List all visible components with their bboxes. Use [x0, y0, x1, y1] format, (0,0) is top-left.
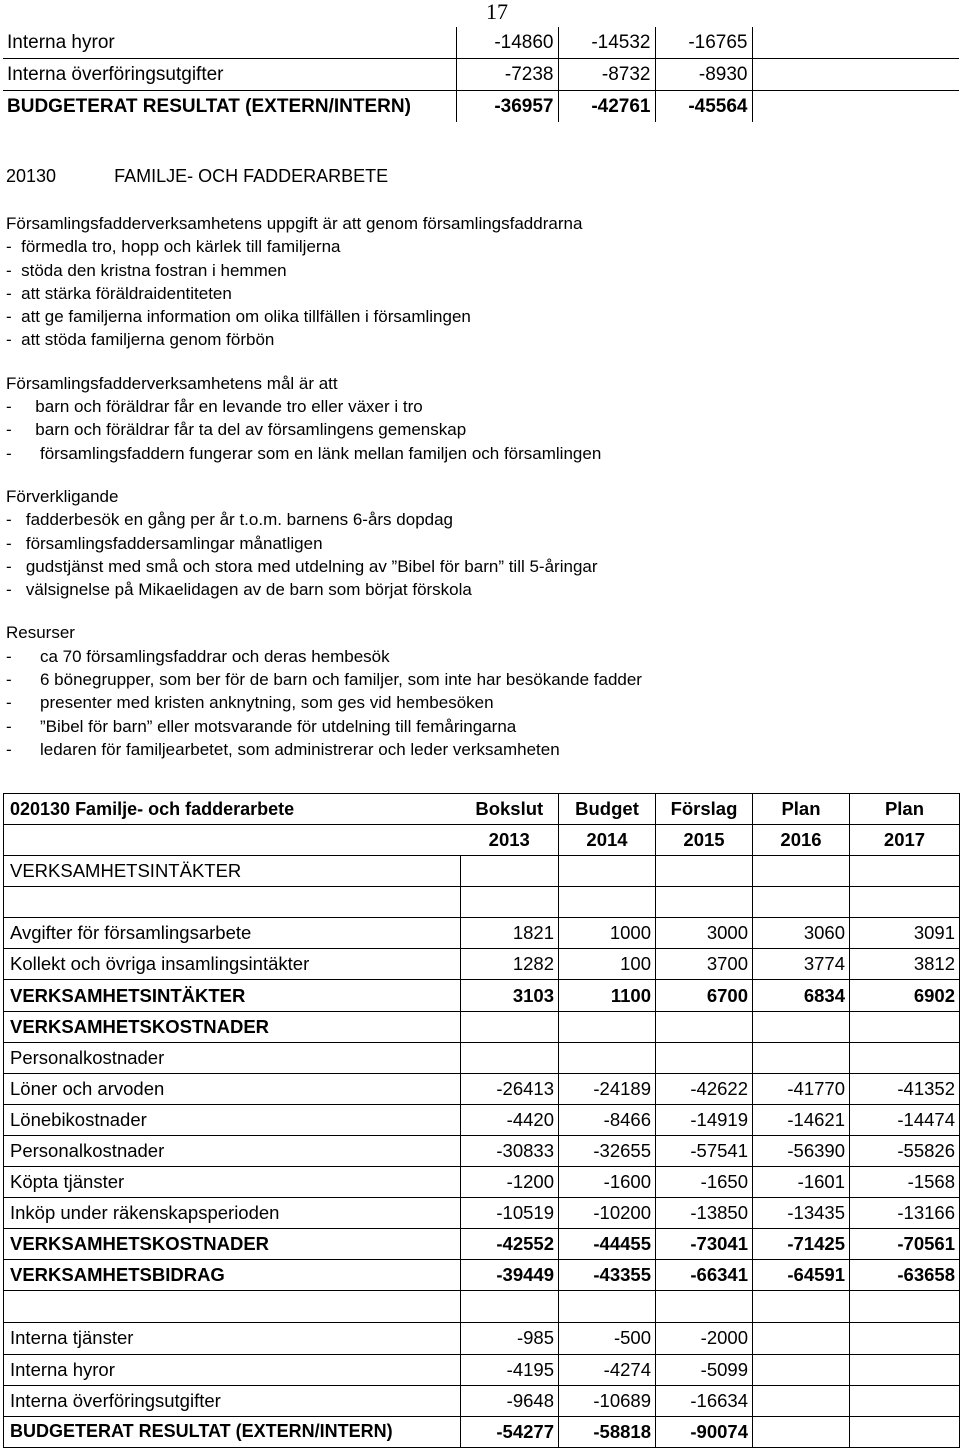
row-label: VERKSAMHETSINTÄKTER	[4, 980, 461, 1011]
cell-value: 3812	[850, 949, 960, 980]
goal-intro: Församlingsfadderverksamhetens mål är att	[6, 373, 338, 393]
empty-cell	[752, 91, 959, 123]
cell-value: -90074	[656, 1416, 753, 1447]
row-label: Löner och arvoden	[4, 1073, 461, 1104]
column-header: Förslag	[656, 794, 753, 825]
cell-value: -1601	[753, 1167, 850, 1198]
cell-value: -10689	[559, 1385, 656, 1416]
cell-value: -30833	[461, 1135, 559, 1166]
section-code: 20130	[6, 166, 57, 186]
cell-value: -13166	[850, 1198, 960, 1229]
list-item: - barn och föräldrar får ta del av församlingens gemenskap	[6, 420, 467, 440]
cell-value: -10519	[461, 1198, 559, 1229]
cell-value: -4274	[559, 1354, 656, 1385]
list-item: - stöda den kristna fostran i hemmen	[6, 260, 287, 280]
table-row	[4, 1385, 960, 1416]
cell-value: -58818	[559, 1416, 656, 1447]
cell-value: -4195	[461, 1354, 559, 1385]
cell-value: -9648	[461, 1385, 559, 1416]
cell-value: -36957	[456, 91, 558, 123]
list-item: - fadderbesök en gång per år t.o.m. barnens 6-års dopdag	[6, 510, 454, 530]
cell-value: -42622	[656, 1073, 753, 1104]
row-label: Interna hyror	[3, 27, 456, 59]
table-row	[4, 887, 960, 918]
row-label: BUDGETERAT RESULTAT (EXTERN/INTERN)	[4, 1416, 461, 1447]
cell-value: 1100	[559, 980, 656, 1011]
task-intro: Församlingsfadderverksamhetens uppgift är att genom församlingsfaddrarna	[6, 214, 583, 233]
cell-value: 3091	[850, 918, 960, 949]
list-item: - församlingsfaddersamlingar månatligen	[6, 533, 323, 553]
table-row	[4, 1167, 960, 1198]
cell-value: -26413	[461, 1073, 559, 1104]
column-header: Budget	[559, 794, 656, 825]
column-header: Plan	[753, 794, 850, 825]
row-label: VERKSAMHETSBIDRAG	[4, 1260, 461, 1291]
cell-value: -43355	[559, 1260, 656, 1291]
table-year-row	[4, 825, 960, 856]
list-item: - 6 bönegrupper, som ber för de barn och familjer, som inte har besökande fadder	[6, 670, 642, 690]
cell-value: 1821	[461, 918, 559, 949]
cell-value: -42552	[461, 1229, 559, 1260]
cell-value: -8930	[655, 59, 752, 91]
row-label: Lönebikostnader	[4, 1104, 461, 1135]
table-row	[4, 1291, 960, 1323]
cell-value: -73041	[656, 1229, 753, 1260]
cell-value: 6902	[850, 980, 960, 1011]
row-label: VERKSAMHETSKOSTNADER	[4, 1011, 461, 1042]
list-item: - att stöda familjerna genom förbön	[6, 330, 275, 350]
cell-value: -1650	[656, 1167, 753, 1198]
column-year: 2016	[753, 825, 850, 856]
table-row	[3, 91, 959, 123]
column-year: 2014	[559, 825, 656, 856]
cell-value: -10200	[559, 1198, 656, 1229]
cell-value: 6700	[656, 980, 753, 1011]
table-row	[4, 1323, 960, 1354]
cell-value: -14532	[558, 27, 655, 59]
table-row	[4, 1042, 960, 1073]
section-title: FAMILJE- OCH FADDERARBETE	[114, 166, 389, 186]
cell-value: -985	[461, 1323, 559, 1354]
cell-value: -42761	[558, 91, 655, 123]
cell-value: -16765	[655, 27, 752, 59]
row-label: Interna tjänster	[4, 1323, 461, 1354]
cell-value: 6834	[753, 980, 850, 1011]
list-item: - presenter med kristen anknytning, som ges vid hembesöken	[6, 693, 494, 713]
table-row	[4, 1073, 960, 1104]
table-row	[4, 1104, 960, 1135]
cell-value: -16634	[656, 1385, 753, 1416]
table-header-row	[4, 794, 960, 825]
cell-value: -2000	[656, 1323, 753, 1354]
table-row	[3, 59, 959, 91]
cell-value: -66341	[656, 1260, 753, 1291]
section-heading	[6, 166, 388, 187]
row-label: Avgifter för församlingsarbete	[4, 918, 461, 949]
cell-value: -500	[559, 1323, 656, 1354]
list-item: - att ge familjerna information om olika tillfällen i församlingen	[6, 307, 471, 327]
table-row	[4, 980, 960, 1011]
cell-value: -8732	[558, 59, 655, 91]
row-label: Köpta tjänster	[4, 1167, 461, 1198]
cell-value: -4420	[461, 1104, 559, 1135]
cell-value: -14474	[850, 1104, 960, 1135]
cell-value: -41770	[753, 1073, 850, 1104]
list-item: - förmedla tro, hopp och kärlek till familjerna	[6, 237, 341, 257]
cell-value: -1600	[559, 1167, 656, 1198]
table-row	[4, 1354, 960, 1385]
column-year: 2017	[850, 825, 960, 856]
table-row	[4, 1260, 960, 1291]
cell-value: -55826	[850, 1135, 960, 1166]
empty-cell	[752, 27, 959, 59]
row-label: Personalkostnader	[4, 1135, 461, 1166]
cell-value: -14621	[753, 1104, 850, 1135]
cell-value: -32655	[559, 1135, 656, 1166]
row-label: Interna överföringsutgifter	[4, 1385, 461, 1416]
table-row	[4, 1011, 960, 1042]
cell-value: -45564	[655, 91, 752, 123]
column-year: 2013	[461, 825, 559, 856]
empty-cell	[752, 59, 959, 91]
cell-value: -54277	[461, 1416, 559, 1447]
section-body	[6, 212, 642, 761]
cell-value: 3774	[753, 949, 850, 980]
res-heading: Resurser	[6, 623, 75, 643]
cell-value: -13435	[753, 1198, 850, 1229]
list-item: - att stärka föräldraidentiteten	[6, 283, 232, 303]
cell-value: 100	[559, 949, 656, 980]
list-item: - barn och föräldrar får en levande tro eller växer i tro	[6, 397, 423, 417]
cell-value: 3103	[461, 980, 559, 1011]
cell-value: -5099	[656, 1354, 753, 1385]
table-row	[4, 1198, 960, 1229]
table-row	[4, 949, 960, 980]
top-summary-table	[3, 27, 959, 122]
cell-value: -57541	[656, 1135, 753, 1166]
cell-value: -39449	[461, 1260, 559, 1291]
budget-table	[3, 793, 960, 1448]
cell-value: -13850	[656, 1198, 753, 1229]
table-row	[3, 27, 959, 59]
impl-heading: Förverkligande	[6, 486, 119, 506]
cell-value: -7238	[456, 59, 558, 91]
list-item: - välsignelse på Mikaelidagen av de barn som börjat förskola	[6, 580, 472, 600]
table-row	[4, 856, 960, 887]
column-header: Bokslut	[461, 794, 559, 825]
cell-value: -8466	[559, 1104, 656, 1135]
column-header: Plan	[850, 794, 960, 825]
row-label: VERKSAMHETSKOSTNADER	[4, 1229, 461, 1260]
cell-value: -44455	[559, 1229, 656, 1260]
list-item: - ”Bibel för barn” eller motsvarande för utdelning till femåringarna	[6, 716, 517, 736]
row-label: Kollekt och övriga insamlingsintäkter	[4, 949, 461, 980]
cell-value: -14860	[456, 27, 558, 59]
cell-value: -1568	[850, 1167, 960, 1198]
cell-value: -70561	[850, 1229, 960, 1260]
cell-value: -24189	[559, 1073, 656, 1104]
list-item: - ca 70 församlingsfaddrar och deras hembesök	[6, 646, 390, 666]
cell-value: -1200	[461, 1167, 559, 1198]
row-label: Interna hyror	[4, 1354, 461, 1385]
table-row	[4, 1135, 960, 1166]
cell-value: 3700	[656, 949, 753, 980]
cell-value: -71425	[753, 1229, 850, 1260]
list-item: - gudstjänst med små och stora med utdelning av ”Bibel för barn” till 5-åringar	[6, 556, 598, 576]
cell-value: 3000	[656, 918, 753, 949]
list-item: - församlingsfaddern fungerar som en länk mellan familjen och församlingen	[6, 443, 602, 463]
row-label: Personalkostnader	[4, 1042, 461, 1073]
page-number: 17	[486, 0, 508, 24]
table-row	[4, 1229, 960, 1260]
table-title: 020130 Familje- och fadderarbete	[4, 794, 461, 825]
cell-value: 1282	[461, 949, 559, 980]
list-item: - ledaren för familjearbetet, som administrerar och leder verksamheten	[6, 739, 560, 759]
row-label: BUDGETERAT RESULTAT (EXTERN/INTERN)	[3, 91, 456, 123]
cell-value: -63658	[850, 1260, 960, 1291]
table-row	[4, 918, 960, 949]
row-label: Interna överföringsutgifter	[3, 59, 456, 91]
cell-value: -56390	[753, 1135, 850, 1166]
cell-value: 1000	[559, 918, 656, 949]
row-label: VERKSAMHETSINTÄKTER	[4, 856, 461, 887]
cell-value: -41352	[850, 1073, 960, 1104]
column-year: 2015	[656, 825, 753, 856]
cell-value: -14919	[656, 1104, 753, 1135]
cell-value: 3060	[753, 918, 850, 949]
empty-cell	[4, 825, 461, 856]
cell-value: -64591	[753, 1260, 850, 1291]
row-label: Inköp under räkenskapsperioden	[4, 1198, 461, 1229]
